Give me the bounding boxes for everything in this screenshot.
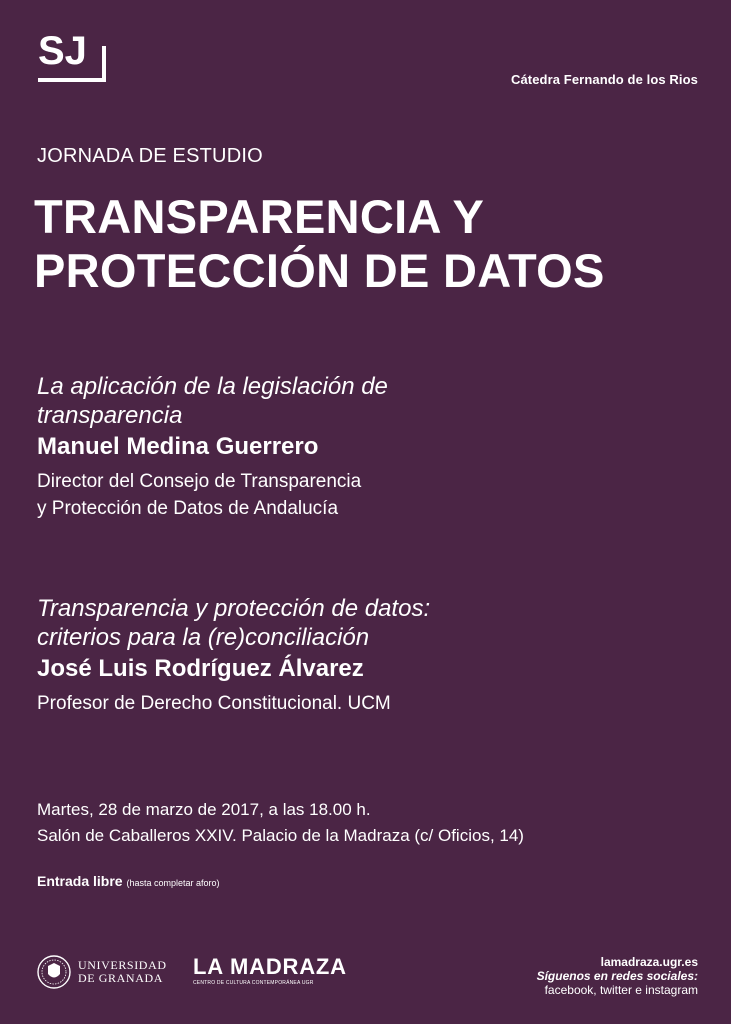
social-networks: facebook, twitter e instagram bbox=[544, 983, 698, 997]
talk-title-line2: transparencia bbox=[37, 402, 183, 429]
speaker-role bbox=[37, 468, 388, 522]
entry-note: (hasta completar aforo) bbox=[126, 878, 220, 888]
speaker-role bbox=[37, 690, 430, 717]
event-title bbox=[34, 190, 605, 298]
event-kicker: JORNADA DE ESTUDIO bbox=[37, 145, 263, 167]
talk-title-line1: La aplicación de la legislación de bbox=[37, 373, 388, 400]
footer-contact bbox=[537, 955, 698, 997]
svg-text:SJ: SJ bbox=[38, 29, 87, 73]
ugr-line2: DE GRANADA bbox=[78, 971, 163, 985]
event-details bbox=[37, 797, 524, 849]
website-link[interactable]: lamadraza.ugr.es bbox=[600, 955, 698, 969]
talk-1 bbox=[37, 372, 388, 522]
ugr-line1: UNIVERSIDAD bbox=[78, 958, 167, 972]
entry-label: Entrada libre bbox=[37, 873, 123, 889]
talk-2 bbox=[37, 594, 430, 717]
sj-logo-icon bbox=[36, 26, 108, 86]
madraza-logo bbox=[193, 955, 347, 987]
sj-logo bbox=[36, 26, 108, 86]
ugr-logo bbox=[36, 954, 167, 990]
talk-title bbox=[37, 372, 388, 430]
speaker-role-line1: Profesor de Derecho Constitucional. UCM bbox=[37, 693, 391, 714]
entry-info bbox=[37, 873, 220, 889]
ugr-name bbox=[78, 959, 167, 985]
event-venue: Salón de Caballeros XXIV. Palacio de la Madraza (c/ Oficios, 14) bbox=[37, 826, 524, 845]
speaker-name: Manuel Medina Guerrero bbox=[37, 433, 319, 460]
speaker-role-line1: Director del Consejo de Transparencia bbox=[37, 471, 362, 492]
talk-title-line2: criterios para la (re)conciliación bbox=[37, 624, 370, 651]
event-datetime: Martes, 28 de marzo de 2017, a las 18.00 h. bbox=[37, 800, 371, 819]
madraza-subtitle: CENTRO DE CULTURA CONTEMPORÁNEA UGR bbox=[193, 980, 314, 986]
social-follow-label: Síguenos en redes sociales: bbox=[536, 969, 698, 983]
event-title-line1: TRANSPARENCIA Y bbox=[34, 190, 485, 243]
ugr-seal-icon bbox=[36, 954, 72, 990]
talk-title bbox=[37, 594, 430, 652]
madraza-name: LA MADRAZA bbox=[193, 954, 347, 979]
talk-title-line1: Transparencia y protección de datos: bbox=[37, 595, 431, 622]
event-title-line2: PROTECCIÓN DE DATOS bbox=[34, 244, 605, 297]
institution-name: Cátedra Fernando de los Rios bbox=[510, 72, 698, 87]
speaker-name: José Luis Rodríguez Álvarez bbox=[37, 655, 364, 682]
speaker-role-line2: y Protección de Datos de Andalucía bbox=[37, 498, 339, 519]
